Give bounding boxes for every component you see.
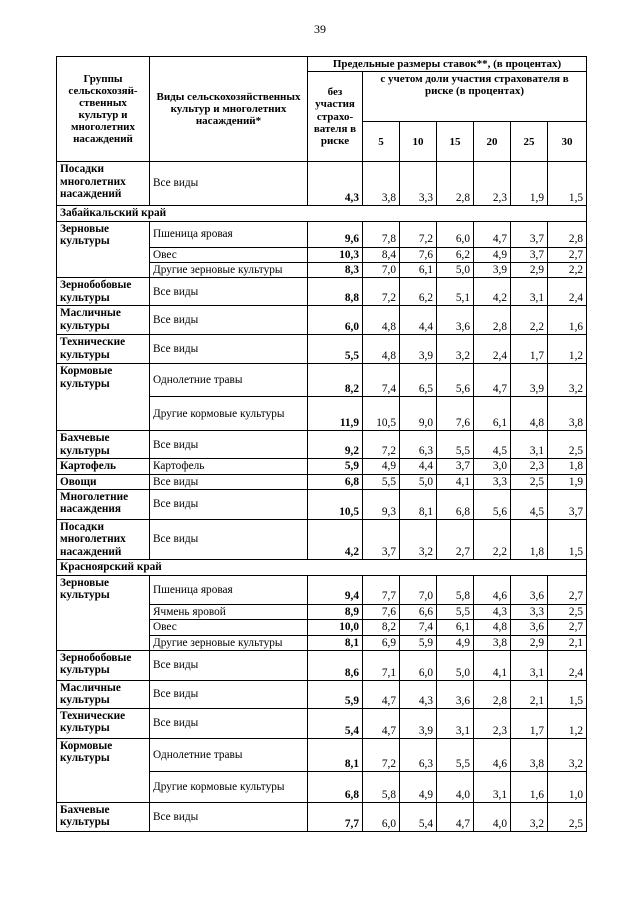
rate-with-share: 4,1 <box>474 651 511 681</box>
crop-type: Все виды <box>150 306 308 335</box>
rate-with-share: 8,4 <box>363 247 400 262</box>
rate-with-share: 3,1 <box>511 651 548 681</box>
rate-with-share: 7,1 <box>363 651 400 681</box>
rate-with-share: 4,6 <box>474 575 511 604</box>
rate-with-share: 7,2 <box>363 278 400 306</box>
rate-without-participation: 5,9 <box>308 681 363 709</box>
rate-without-participation: 8,8 <box>308 278 363 306</box>
table-row <box>57 474 587 489</box>
rate-with-share: 9,0 <box>400 397 437 431</box>
header-share-level: 30 <box>548 122 587 162</box>
rate-without-participation: 11,9 <box>308 397 363 431</box>
rate-with-share: 1,5 <box>548 520 587 560</box>
rate-without-participation: 7,7 <box>308 803 363 832</box>
rate-with-share: 4,5 <box>474 431 511 459</box>
table-row <box>57 364 587 397</box>
rate-with-share: 3,2 <box>437 335 474 364</box>
rate-with-share: 5,1 <box>437 278 474 306</box>
rate-with-share: 2,8 <box>548 221 587 247</box>
rate-with-share: 2,7 <box>548 575 587 604</box>
rate-with-share: 2,4 <box>548 278 587 306</box>
rate-with-share: 3,3 <box>400 162 437 206</box>
rate-with-share: 5,0 <box>437 651 474 681</box>
header-with-share: с учетом доли участия страхователя в риске (в процентах) <box>363 72 587 122</box>
rate-with-share: 6,2 <box>437 247 474 262</box>
table-row <box>57 520 587 560</box>
crop-group: Овощи <box>57 474 150 489</box>
rate-with-share: 5,6 <box>437 364 474 397</box>
crop-type: Все виды <box>150 709 308 739</box>
rate-with-share: 6,1 <box>474 397 511 431</box>
rate-with-share: 10,5 <box>363 397 400 431</box>
crop-type: Все виды <box>150 803 308 832</box>
crop-type: Все виды <box>150 335 308 364</box>
rate-with-share: 3,3 <box>511 604 548 619</box>
rate-with-share: 2,4 <box>474 335 511 364</box>
rate-with-share: 3,9 <box>400 709 437 739</box>
rate-without-participation: 8,6 <box>308 651 363 681</box>
rate-with-share: 6,0 <box>400 651 437 681</box>
rate-with-share: 5,5 <box>363 474 400 489</box>
rate-with-share: 5,9 <box>400 635 437 650</box>
header-max-rates: Предельные размеры ставок**, (в процентах) <box>308 57 587 72</box>
table-row <box>57 459 587 474</box>
crop-type: Картофель <box>150 459 308 474</box>
rate-with-share: 2,5 <box>548 431 587 459</box>
rate-without-participation: 8,3 <box>308 262 363 277</box>
rate-with-share: 2,7 <box>548 620 587 635</box>
rate-without-participation: 10,0 <box>308 620 363 635</box>
rate-with-share: 7,6 <box>400 247 437 262</box>
crop-type: Другие зерновые культуры <box>150 635 308 650</box>
crop-type: Все виды <box>150 162 308 206</box>
table-row <box>57 162 587 206</box>
crop-group: Масличные культуры <box>57 306 150 335</box>
rate-with-share: 4,8 <box>363 306 400 335</box>
rate-with-share: 2,5 <box>548 803 587 832</box>
rate-with-share: 7,6 <box>437 397 474 431</box>
rate-with-share: 2,9 <box>511 635 548 650</box>
rate-with-share: 7,4 <box>363 364 400 397</box>
table-row <box>57 306 587 335</box>
rate-with-share: 7,2 <box>363 431 400 459</box>
crop-type: Другие кормовые культуры <box>150 397 308 431</box>
rate-with-share: 2,8 <box>474 306 511 335</box>
rate-with-share: 4,7 <box>474 221 511 247</box>
table-row <box>57 651 587 681</box>
rate-with-share: 2,3 <box>474 162 511 206</box>
rate-without-participation: 5,9 <box>308 459 363 474</box>
rate-with-share: 3,2 <box>548 739 587 772</box>
rate-without-participation: 4,3 <box>308 162 363 206</box>
rate-with-share: 2,8 <box>474 681 511 709</box>
rate-without-participation: 10,3 <box>308 247 363 262</box>
crop-group: Кормовые культуры <box>57 364 150 431</box>
page-number: 39 <box>314 22 326 36</box>
rate-with-share: 1,2 <box>548 709 587 739</box>
crop-group: Технические культуры <box>57 709 150 739</box>
rate-with-share: 3,7 <box>548 490 587 520</box>
crop-type: Пшеница яровая <box>150 575 308 604</box>
rate-with-share: 2,2 <box>474 520 511 560</box>
table-row <box>57 709 587 739</box>
rate-with-share: 6,2 <box>400 278 437 306</box>
table-row <box>57 221 587 247</box>
crop-type: Все виды <box>150 431 308 459</box>
rate-with-share: 3,6 <box>437 681 474 709</box>
rate-with-share: 5,5 <box>437 739 474 772</box>
rate-with-share: 6,3 <box>400 739 437 772</box>
rate-without-participation: 9,4 <box>308 575 363 604</box>
rate-with-share: 4,5 <box>511 490 548 520</box>
crop-type: Все виды <box>150 681 308 709</box>
rate-with-share: 3,7 <box>511 247 548 262</box>
crop-type: Все виды <box>150 520 308 560</box>
table-row <box>57 575 587 604</box>
rate-with-share: 1,9 <box>548 474 587 489</box>
rate-with-share: 7,2 <box>400 221 437 247</box>
rate-with-share: 2,5 <box>511 474 548 489</box>
rate-with-share: 3,8 <box>548 397 587 431</box>
table-row <box>57 490 587 520</box>
crop-group: Посадки многолетних насаждений <box>57 520 150 560</box>
rate-with-share: 5,0 <box>400 474 437 489</box>
crop-group: Кормовые культуры <box>57 739 150 803</box>
rate-with-share: 6,3 <box>400 431 437 459</box>
insurance-rates-table <box>56 56 587 832</box>
rate-with-share: 4,3 <box>474 604 511 619</box>
rate-with-share: 4,4 <box>400 459 437 474</box>
header-share-level: 25 <box>511 122 548 162</box>
crop-group: Масличные культуры <box>57 681 150 709</box>
crop-group: Бахчевые культуры <box>57 431 150 459</box>
crop-group: Зернобобовые культуры <box>57 278 150 306</box>
rate-with-share: 3,2 <box>548 364 587 397</box>
rate-with-share: 6,1 <box>437 620 474 635</box>
rate-with-share: 4,9 <box>363 459 400 474</box>
rate-with-share: 5,4 <box>400 803 437 832</box>
rate-with-share: 4,7 <box>363 681 400 709</box>
header-share-level: 10 <box>400 122 437 162</box>
region-name: Забайкальский край <box>57 206 587 221</box>
region-row <box>57 560 587 575</box>
rate-with-share: 1,5 <box>548 162 587 206</box>
crop-type: Овес <box>150 247 308 262</box>
rate-with-share: 1,8 <box>548 459 587 474</box>
crop-type: Пшеница яровая <box>150 221 308 247</box>
crop-type: Все виды <box>150 474 308 489</box>
rate-with-share: 7,4 <box>400 620 437 635</box>
rate-with-share: 7,0 <box>400 575 437 604</box>
crop-group: Технические культуры <box>57 335 150 364</box>
rate-with-share: 4,4 <box>400 306 437 335</box>
rate-with-share: 6,6 <box>400 604 437 619</box>
crop-type: Все виды <box>150 278 308 306</box>
rate-with-share: 1,5 <box>548 681 587 709</box>
rate-with-share: 3,0 <box>474 459 511 474</box>
table-body <box>57 162 587 832</box>
crop-group: Зерновые культуры <box>57 221 150 278</box>
rate-with-share: 4,7 <box>474 364 511 397</box>
rate-without-participation: 8,9 <box>308 604 363 619</box>
rate-with-share: 6,9 <box>363 635 400 650</box>
rate-with-share: 3,9 <box>400 335 437 364</box>
rate-with-share: 4,2 <box>474 278 511 306</box>
crop-type: Однолетние травы <box>150 739 308 772</box>
rate-with-share: 3,8 <box>511 739 548 772</box>
crop-type: Другие кормовые культуры <box>150 772 308 803</box>
rate-with-share: 1,6 <box>511 772 548 803</box>
rate-without-participation: 9,6 <box>308 221 363 247</box>
rate-without-participation: 5,5 <box>308 335 363 364</box>
crop-group: Бахчевые культуры <box>57 803 150 832</box>
rate-with-share: 2,7 <box>437 520 474 560</box>
rate-with-share: 3,3 <box>474 474 511 489</box>
rate-with-share: 7,6 <box>363 604 400 619</box>
rate-with-share: 7,7 <box>363 575 400 604</box>
rate-with-share: 2,5 <box>548 604 587 619</box>
crop-type: Все виды <box>150 490 308 520</box>
rate-with-share: 1,6 <box>548 306 587 335</box>
rate-with-share: 3,7 <box>437 459 474 474</box>
crop-type: Все виды <box>150 651 308 681</box>
rate-with-share: 2,9 <box>511 262 548 277</box>
rate-with-share: 3,1 <box>511 278 548 306</box>
rate-with-share: 4,8 <box>474 620 511 635</box>
rate-with-share: 3,1 <box>474 772 511 803</box>
rate-with-share: 3,6 <box>511 575 548 604</box>
rate-without-participation: 9,2 <box>308 431 363 459</box>
rate-with-share: 4,6 <box>474 739 511 772</box>
rate-with-share: 1,7 <box>511 335 548 364</box>
rate-with-share: 4,9 <box>474 247 511 262</box>
rate-with-share: 3,6 <box>511 620 548 635</box>
rate-with-share: 2,2 <box>548 262 587 277</box>
rate-with-share: 3,8 <box>363 162 400 206</box>
table-row <box>57 739 587 772</box>
rate-with-share: 4,8 <box>511 397 548 431</box>
rate-with-share: 1,8 <box>511 520 548 560</box>
rate-with-share: 3,8 <box>474 635 511 650</box>
crop-group: Посадки многолетних насаждений <box>57 162 150 206</box>
rate-with-share: 1,9 <box>511 162 548 206</box>
rate-with-share: 8,1 <box>400 490 437 520</box>
rate-with-share: 2,2 <box>511 306 548 335</box>
rate-with-share: 5,0 <box>437 262 474 277</box>
crop-group: Зерновые культуры <box>57 575 150 650</box>
rate-without-participation: 8,1 <box>308 635 363 650</box>
rate-with-share: 3,7 <box>511 221 548 247</box>
rate-with-share: 9,3 <box>363 490 400 520</box>
rate-with-share: 5,8 <box>437 575 474 604</box>
header-share-level: 5 <box>363 122 400 162</box>
rate-with-share: 3,1 <box>437 709 474 739</box>
rate-with-share: 7,2 <box>363 739 400 772</box>
rate-without-participation: 5,4 <box>308 709 363 739</box>
rate-with-share: 1,0 <box>548 772 587 803</box>
rate-with-share: 5,8 <box>363 772 400 803</box>
crop-type: Овес <box>150 620 308 635</box>
rate-with-share: 2,1 <box>511 681 548 709</box>
table-row <box>57 803 587 832</box>
rate-without-participation: 10,5 <box>308 490 363 520</box>
header-share-level: 15 <box>437 122 474 162</box>
rate-with-share: 2,3 <box>511 459 548 474</box>
rate-with-share: 2,7 <box>548 247 587 262</box>
rate-with-share: 2,8 <box>437 162 474 206</box>
rate-with-share: 5,6 <box>474 490 511 520</box>
rate-with-share: 4,0 <box>474 803 511 832</box>
crop-group: Картофель <box>57 459 150 474</box>
table-row <box>57 681 587 709</box>
rate-without-participation: 6,0 <box>308 306 363 335</box>
rate-with-share: 8,2 <box>363 620 400 635</box>
rate-with-share: 3,2 <box>511 803 548 832</box>
rate-with-share: 1,2 <box>548 335 587 364</box>
crop-group: Многолетние насаждения <box>57 490 150 520</box>
rate-with-share: 4,3 <box>400 681 437 709</box>
header-without-participation: без участия страхо-вателя в риске <box>308 72 363 162</box>
rate-with-share: 4,7 <box>437 803 474 832</box>
crop-type: Ячмень яровой <box>150 604 308 619</box>
table-row <box>57 278 587 306</box>
table-row <box>57 431 587 459</box>
rate-without-participation: 6,8 <box>308 474 363 489</box>
rate-without-participation: 4,2 <box>308 520 363 560</box>
rate-with-share: 3,9 <box>474 262 511 277</box>
rate-with-share: 5,5 <box>437 431 474 459</box>
rate-without-participation: 8,2 <box>308 364 363 397</box>
region-name: Красноярский край <box>57 560 587 575</box>
rate-with-share: 3,2 <box>400 520 437 560</box>
header-groups: Группы сельскохозяй-ственных культур и многолетних насаждений <box>57 57 150 162</box>
rate-with-share: 6,5 <box>400 364 437 397</box>
rate-with-share: 4,7 <box>363 709 400 739</box>
rate-with-share: 3,7 <box>363 520 400 560</box>
header-share-level: 20 <box>474 122 511 162</box>
rate-with-share: 6,0 <box>363 803 400 832</box>
rate-without-participation: 8,1 <box>308 739 363 772</box>
rate-with-share: 2,1 <box>548 635 587 650</box>
rate-with-share: 4,9 <box>400 772 437 803</box>
rate-with-share: 2,4 <box>548 651 587 681</box>
rate-with-share: 4,8 <box>363 335 400 364</box>
crop-group: Зернобобовые культуры <box>57 651 150 681</box>
table-row <box>57 335 587 364</box>
rate-with-share: 3,9 <box>511 364 548 397</box>
rate-with-share: 6,1 <box>400 262 437 277</box>
rate-with-share: 6,8 <box>437 490 474 520</box>
rate-with-share: 7,8 <box>363 221 400 247</box>
region-row <box>57 206 587 221</box>
rate-with-share: 5,5 <box>437 604 474 619</box>
rate-with-share: 3,6 <box>437 306 474 335</box>
rate-with-share: 4,0 <box>437 772 474 803</box>
header-types: Виды сельскохозяйственных культур и многолетних насаждений* <box>150 57 308 162</box>
rate-with-share: 1,7 <box>511 709 548 739</box>
rate-with-share: 4,1 <box>437 474 474 489</box>
rate-with-share: 7,0 <box>363 262 400 277</box>
rate-with-share: 6,0 <box>437 221 474 247</box>
rate-with-share: 2,3 <box>474 709 511 739</box>
rate-with-share: 3,1 <box>511 431 548 459</box>
crop-type: Однолетние травы <box>150 364 308 397</box>
crop-type: Другие зерновые культуры <box>150 262 308 277</box>
rate-without-participation: 6,8 <box>308 772 363 803</box>
rate-with-share: 4,9 <box>437 635 474 650</box>
